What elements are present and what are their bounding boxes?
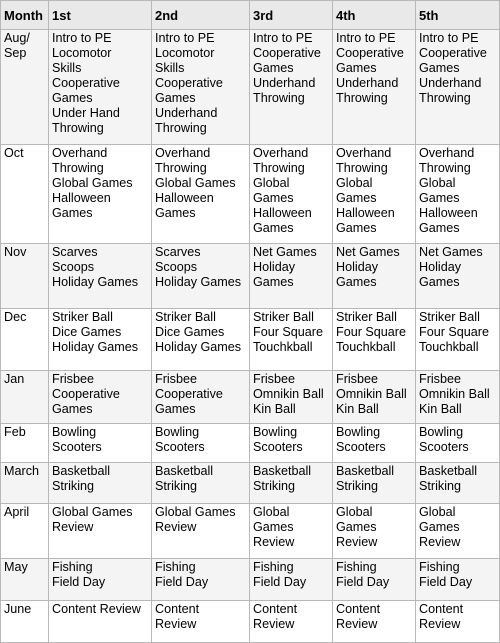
activity-line: Omnikin Ball — [336, 387, 407, 401]
activity-line: Bowling — [253, 425, 298, 439]
activity-line: Holiday — [419, 260, 461, 274]
activity-line: Striking — [336, 479, 378, 493]
activity-line: Four Square — [253, 325, 324, 339]
activity-line: Games — [419, 275, 460, 289]
activity-line: Overhand — [253, 146, 309, 160]
activity-line: Basketball — [336, 464, 395, 478]
grade-5-cell — [416, 145, 500, 244]
activity-line: Holiday Games — [52, 340, 139, 354]
activity-line: Scooters — [253, 440, 303, 454]
activity-line: Intro to PE — [155, 31, 215, 45]
activity-line: Striking — [253, 479, 295, 493]
activity-line: Kin Ball — [253, 402, 296, 416]
activity-line: Net Games — [253, 245, 317, 259]
grade-2-cell — [152, 601, 250, 643]
grade-5-cell — [416, 30, 500, 145]
activity-line: Global — [336, 176, 373, 190]
activity-line: Cooperative — [52, 387, 120, 401]
activity-line: Games — [253, 61, 294, 75]
activity-line: Field Day — [419, 575, 473, 589]
activity-line: Review — [253, 617, 295, 631]
grade-3-cell — [250, 504, 333, 559]
grade-5-cell — [416, 559, 500, 601]
activity-line: Games — [52, 402, 93, 416]
activity-line: Scooters — [336, 440, 386, 454]
activity-line: Bowling — [419, 425, 464, 439]
activity-line: Throwing — [419, 161, 471, 175]
month-cell — [1, 504, 49, 559]
activity-line: Field Day — [336, 575, 390, 589]
activity-line: Content — [336, 602, 381, 616]
grade-1-cell — [49, 463, 152, 504]
activity-line: Touchkball — [419, 340, 479, 354]
activity-line: Content — [253, 602, 298, 616]
month-label: Dec — [4, 310, 27, 324]
grade-2-cell — [152, 145, 250, 244]
header-grade-3: 3rd — [250, 1, 333, 30]
activity-line: Games — [419, 520, 460, 534]
header-grade-2: 2nd — [152, 1, 250, 30]
grade-1-cell — [49, 145, 152, 244]
header-grade-5: 5th — [416, 1, 500, 30]
activity-line: Intro to PE — [336, 31, 396, 45]
activity-line: Review — [336, 535, 378, 549]
grade-4-cell — [333, 601, 416, 643]
activity-line: Throwing — [155, 121, 207, 135]
grade-2-cell — [152, 559, 250, 601]
activity-line: Fishing — [419, 560, 460, 574]
activity-line: Bowling — [52, 425, 97, 439]
activity-line: Throwing — [253, 161, 305, 175]
activity-line: Fishing — [52, 560, 93, 574]
activity-line: Overhand — [419, 146, 475, 160]
activity-line: Global Games — [52, 505, 133, 519]
activity-line: Cooperative — [52, 76, 120, 90]
grade-1-cell — [49, 559, 152, 601]
table-body — [1, 30, 500, 643]
activity-line: Basketball — [155, 464, 214, 478]
activity-line: Locomotor — [52, 46, 112, 60]
month-cell — [1, 601, 49, 643]
activity-line: Overhand — [336, 146, 392, 160]
activity-line: Net Games — [419, 245, 483, 259]
grade-2-cell — [152, 504, 250, 559]
activity-line: Bowling — [336, 425, 381, 439]
activity-line: Games — [336, 61, 377, 75]
activity-line: Halloween — [336, 206, 395, 220]
month-cell — [1, 463, 49, 504]
activity-line: Four Square — [419, 325, 490, 339]
grade-3-cell — [250, 309, 333, 371]
activity-line: Throwing — [336, 161, 388, 175]
activity-line: Cooperative — [419, 46, 487, 60]
activity-line: Field Day — [253, 575, 307, 589]
activity-line: Omnikin Ball — [253, 387, 324, 401]
table-row — [1, 371, 500, 424]
activity-line: Games — [253, 191, 294, 205]
grade-2-cell — [152, 309, 250, 371]
activity-line: Striker Ball — [52, 310, 113, 324]
activity-line: Four Square — [336, 325, 407, 339]
activity-line: Review — [155, 617, 197, 631]
activity-line: Cooperative — [253, 46, 321, 60]
activity-line: Scooters — [52, 440, 102, 454]
grade-4-cell — [333, 371, 416, 424]
grade-2-cell — [152, 30, 250, 145]
activity-line: Throwing — [419, 91, 471, 105]
activity-line: Underhand — [155, 106, 218, 120]
month-label: Jan — [4, 372, 25, 386]
grade-1-cell — [49, 309, 152, 371]
activity-line: Holiday — [336, 260, 378, 274]
activity-line: Striker Ball — [419, 310, 480, 324]
grade-1-cell — [49, 244, 152, 309]
activity-line: Throwing — [253, 91, 305, 105]
month-label: Sep — [4, 46, 27, 60]
activity-line: Global — [253, 176, 290, 190]
activity-line: Scoops — [52, 260, 95, 274]
grade-1-cell — [49, 601, 152, 643]
activity-line: Scarves — [52, 245, 98, 259]
activity-line: Games — [155, 402, 196, 416]
activity-line: Global — [253, 505, 290, 519]
activity-line: Frisbee — [336, 372, 378, 386]
activity-line: Content — [155, 602, 200, 616]
grade-3-cell — [250, 424, 333, 463]
activity-line: Overhand — [155, 146, 211, 160]
activity-line: Cooperative — [336, 46, 404, 60]
activity-line: Review — [419, 617, 461, 631]
activity-line: Games — [52, 91, 93, 105]
activity-line: Basketball — [419, 464, 478, 478]
activity-line: Review — [52, 520, 94, 534]
activity-line: Games — [336, 275, 377, 289]
month-label: May — [4, 560, 28, 574]
activity-line: Underhand — [253, 76, 316, 90]
month-label: March — [4, 464, 39, 478]
grade-5-cell — [416, 463, 500, 504]
activity-line: Scoops — [155, 260, 198, 274]
month-cell — [1, 244, 49, 309]
activity-line: Throwing — [336, 91, 388, 105]
grade-1-cell — [49, 504, 152, 559]
grade-3-cell — [250, 601, 333, 643]
activity-line: Frisbee — [419, 372, 461, 386]
activity-line: Games — [419, 61, 460, 75]
table-row — [1, 30, 500, 145]
activity-line: Halloween — [155, 191, 214, 205]
activity-line: Fishing — [155, 560, 196, 574]
activity-line: Striker Ball — [155, 310, 216, 324]
activity-line: Games — [336, 191, 377, 205]
grade-1-cell — [49, 371, 152, 424]
activity-line: Content — [419, 602, 464, 616]
activity-line: Throwing — [155, 161, 207, 175]
activity-line: Kin Ball — [336, 402, 379, 416]
activity-line: Locomotor — [155, 46, 215, 60]
month-cell — [1, 371, 49, 424]
activity-line: Content Review — [52, 602, 141, 616]
grade-5-cell — [416, 504, 500, 559]
activity-line: Striking — [155, 479, 197, 493]
grade-5-cell — [416, 424, 500, 463]
month-cell — [1, 30, 49, 145]
grade-4-cell — [333, 145, 416, 244]
activity-line: Frisbee — [253, 372, 295, 386]
month-label: Aug/ — [4, 31, 30, 45]
month-cell — [1, 424, 49, 463]
month-label: June — [4, 602, 32, 616]
grade-3-cell — [250, 244, 333, 309]
activity-line: Striker Ball — [253, 310, 314, 324]
grade-2-cell — [152, 244, 250, 309]
activity-line: Fishing — [253, 560, 294, 574]
grade-1-cell — [49, 30, 152, 145]
grade-3-cell — [250, 145, 333, 244]
header-month: Month — [1, 1, 49, 30]
activity-line: Halloween — [419, 206, 478, 220]
activity-line: Scooters — [419, 440, 469, 454]
activity-line: Global — [419, 505, 456, 519]
table-row — [1, 559, 500, 601]
activity-line: Intro to PE — [52, 31, 112, 45]
grade-3-cell — [250, 559, 333, 601]
table-row — [1, 424, 500, 463]
activity-line: Games — [419, 191, 460, 205]
activity-line: Games — [155, 206, 196, 220]
grade-4-cell — [333, 424, 416, 463]
grade-5-cell — [416, 244, 500, 309]
activity-line: Global Games — [155, 176, 236, 190]
month-cell — [1, 309, 49, 371]
activity-line: Skills — [52, 61, 82, 75]
activity-line: Review — [155, 520, 197, 534]
activity-line: Review — [419, 535, 461, 549]
grade-1-cell — [49, 424, 152, 463]
grade-5-cell — [416, 601, 500, 643]
activity-line: Touchkball — [336, 340, 396, 354]
month-label: April — [4, 505, 30, 519]
grade-4-cell — [333, 504, 416, 559]
month-cell — [1, 145, 49, 244]
activity-line: Dice Games — [155, 325, 225, 339]
header-grade-1: 1st — [49, 1, 152, 30]
activity-line: Cooperative — [155, 76, 223, 90]
activity-line: Holiday Games — [52, 275, 139, 289]
activity-line: Underhand — [336, 76, 399, 90]
activity-line: Frisbee — [155, 372, 197, 386]
grade-5-cell — [416, 309, 500, 371]
activity-line: Games — [419, 221, 460, 235]
activity-line: Games — [253, 520, 294, 534]
activity-line: Global Games — [155, 505, 236, 519]
activity-line: Holiday — [253, 260, 295, 274]
activity-line: Scarves — [155, 245, 201, 259]
grade-2-cell — [152, 371, 250, 424]
activity-line: Halloween — [52, 191, 111, 205]
activity-line: Holiday Games — [155, 340, 242, 354]
grade-3-cell — [250, 30, 333, 145]
activity-line: Halloween — [253, 206, 312, 220]
grade-4-cell — [333, 30, 416, 145]
activity-line: Striking — [52, 479, 94, 493]
grade-2-cell — [152, 424, 250, 463]
activity-line: Bowling — [155, 425, 200, 439]
activity-line: Basketball — [253, 464, 312, 478]
activity-line: Intro to PE — [419, 31, 479, 45]
month-cell — [1, 559, 49, 601]
activity-line: Scooters — [155, 440, 205, 454]
table-row — [1, 601, 500, 643]
activity-line: Intro to PE — [253, 31, 313, 45]
activity-line: Frisbee — [52, 372, 94, 386]
grade-5-cell — [416, 371, 500, 424]
activity-line: Fishing — [336, 560, 377, 574]
table-row — [1, 145, 500, 244]
activity-line: Global — [336, 505, 373, 519]
activity-line: Field Day — [155, 575, 209, 589]
activity-line: Games — [155, 91, 196, 105]
grade-4-cell — [333, 463, 416, 504]
activity-line: Basketball — [52, 464, 111, 478]
activity-line: Global — [419, 176, 456, 190]
month-label: Nov — [4, 245, 27, 259]
activity-line: Throwing — [52, 121, 104, 135]
table-row — [1, 244, 500, 309]
activity-line: Cooperative — [155, 387, 223, 401]
table-row — [1, 309, 500, 371]
grade-2-cell — [152, 463, 250, 504]
activity-line: Field Day — [52, 575, 106, 589]
activity-line: Net Games — [336, 245, 400, 259]
activity-line: Dice Games — [52, 325, 122, 339]
grade-4-cell — [333, 244, 416, 309]
table-row — [1, 463, 500, 504]
activity-line: Games — [336, 520, 377, 534]
activity-line: Touchkball — [253, 340, 313, 354]
grade-4-cell — [333, 559, 416, 601]
activity-line: Kin Ball — [419, 402, 462, 416]
grade-3-cell — [250, 371, 333, 424]
table-row — [1, 504, 500, 559]
activity-line: Games — [253, 275, 294, 289]
activity-line: Games — [253, 221, 294, 235]
header-row — [1, 1, 500, 30]
activity-line: Review — [336, 617, 378, 631]
month-label: Feb — [4, 425, 26, 439]
activity-line: Skills — [155, 61, 185, 75]
header-grade-4: 4th — [333, 1, 416, 30]
activity-line: Striker Ball — [336, 310, 397, 324]
activity-line: Review — [253, 535, 295, 549]
activity-line: Striking — [419, 479, 461, 493]
grade-3-cell — [250, 463, 333, 504]
activity-line: Games — [336, 221, 377, 235]
activity-line: Under Hand — [52, 106, 120, 120]
activity-line: Throwing — [52, 161, 104, 175]
activity-line: Overhand — [52, 146, 108, 160]
month-label: Oct — [4, 146, 24, 160]
activity-line: Holiday Games — [155, 275, 242, 289]
activity-line: Global Games — [52, 176, 133, 190]
activity-line: Omnikin Ball — [419, 387, 490, 401]
activity-line: Underhand — [419, 76, 482, 90]
grade-4-cell — [333, 309, 416, 371]
activity-line: Games — [52, 206, 93, 220]
